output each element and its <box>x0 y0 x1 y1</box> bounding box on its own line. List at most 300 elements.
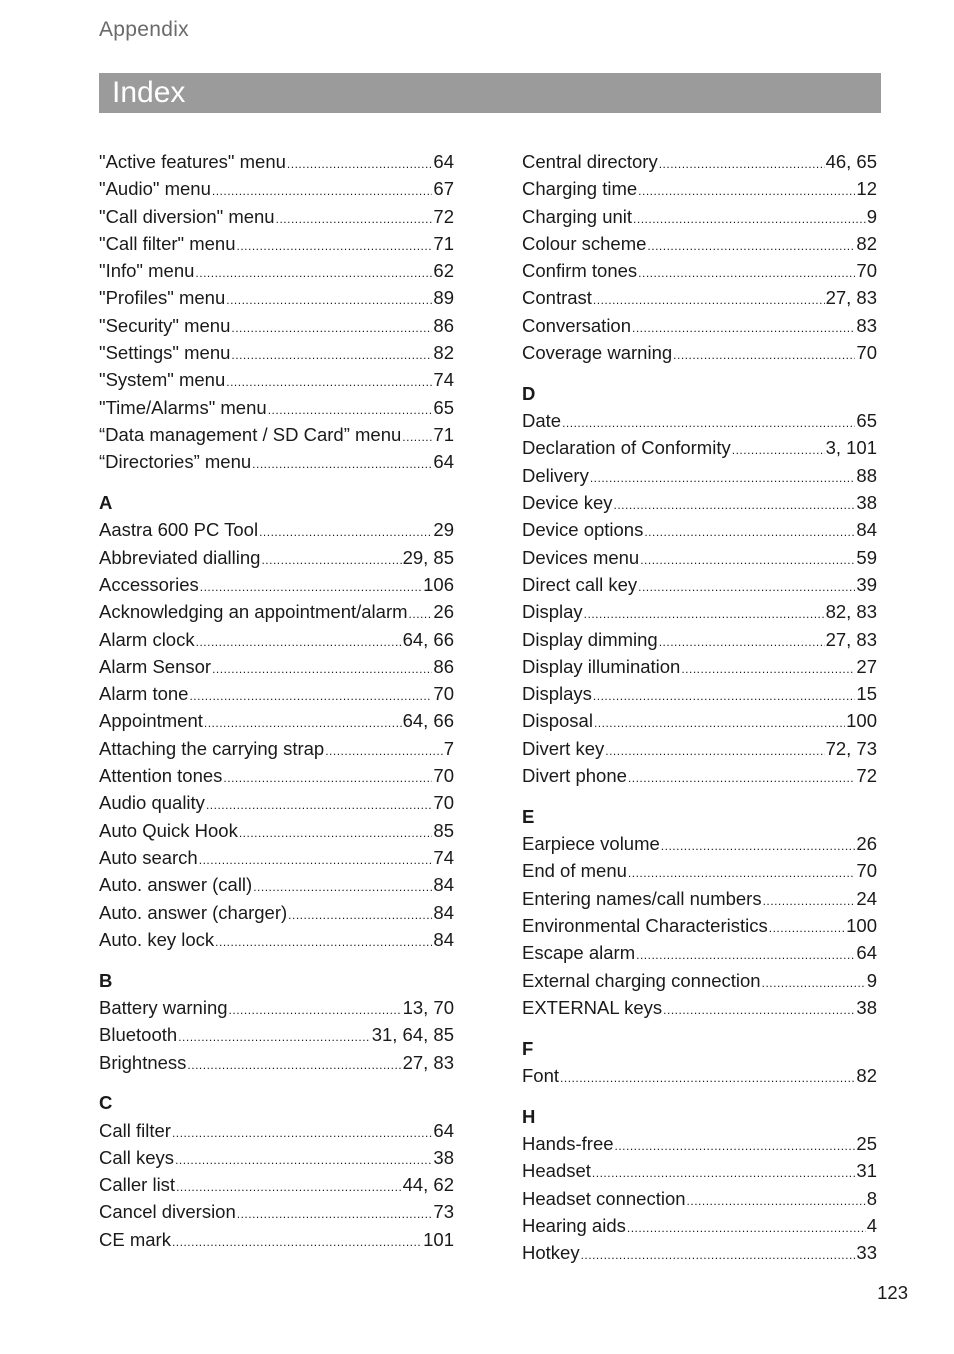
index-entry <box>99 762 454 789</box>
index-pages: 100 <box>846 915 877 937</box>
index-term: Abbreviated dialling <box>99 546 261 568</box>
index-term: Device options <box>522 519 644 541</box>
index-term: Auto Quick Hook <box>99 819 238 841</box>
index-pages: 59 <box>856 546 877 568</box>
dot-leader <box>647 230 855 260</box>
index-pages: 39 <box>856 573 877 595</box>
dot-leader <box>287 148 433 178</box>
index-pages: 31, 64, 85 <box>371 1024 454 1046</box>
index-term: Colour scheme <box>522 232 647 254</box>
dot-leader <box>627 1212 866 1242</box>
dot-leader <box>632 312 855 342</box>
index-term: Headset <box>522 1160 591 1182</box>
index-entry <box>522 680 877 707</box>
dot-leader <box>613 489 855 519</box>
dot-leader <box>640 544 855 574</box>
index-entry <box>99 284 454 311</box>
index-entry <box>99 817 454 844</box>
dot-leader <box>231 312 432 342</box>
index-term: Font <box>522 1065 560 1086</box>
index-pages: 25 <box>856 1133 877 1155</box>
index-pages: 24 <box>856 887 877 909</box>
index-term: "Call diversion" menu <box>99 205 275 227</box>
index-entry <box>99 653 454 680</box>
dot-leader <box>638 257 855 287</box>
dot-leader <box>763 885 856 915</box>
index-group <box>99 1089 454 1253</box>
dot-leader <box>223 762 432 792</box>
index-term: “Data management / SD Card” menu <box>99 423 402 445</box>
index-entry <box>99 312 454 339</box>
dot-leader <box>560 1062 855 1092</box>
index-pages: 27, 83 <box>825 628 877 650</box>
dot-leader <box>644 516 855 546</box>
index-entry <box>522 598 877 625</box>
index-pages: 70 <box>433 792 454 814</box>
index-entry <box>99 626 454 653</box>
index-term: Direct call key <box>522 573 638 595</box>
index-term: Brightness <box>99 1051 187 1073</box>
index-pages: 101 <box>423 1228 454 1250</box>
index-term: Call filter <box>99 1119 171 1141</box>
index-entry <box>522 994 877 1021</box>
index-entry <box>522 1212 877 1239</box>
index-entry <box>99 707 454 734</box>
index-entry <box>99 366 454 393</box>
index-pages: 70 <box>856 342 877 364</box>
index-term: Earpiece volume <box>522 833 660 855</box>
index-entry <box>99 421 454 448</box>
index-entry <box>99 571 454 598</box>
index-entry <box>522 762 877 789</box>
index-entry <box>522 312 877 339</box>
index-term: Alarm tone <box>99 683 189 705</box>
dot-leader <box>259 516 432 546</box>
index-pages: 86 <box>433 655 454 677</box>
index-entry <box>522 653 877 680</box>
index-letter-heading: B <box>99 969 113 991</box>
dot-leader <box>231 339 432 369</box>
dot-leader <box>187 1049 401 1079</box>
index-term: Auto. key lock <box>99 928 215 950</box>
index-entry <box>522 462 877 489</box>
dot-leader <box>732 434 825 464</box>
index-entry <box>522 516 877 543</box>
dot-leader <box>584 598 825 628</box>
index-pages: 84 <box>433 874 454 896</box>
index-pages: 73 <box>433 1201 454 1223</box>
index-term: Caller list <box>99 1174 176 1196</box>
dot-leader <box>633 203 866 233</box>
index-term: Divert phone <box>522 765 627 787</box>
index-term: "Time/Alarms" menu <box>99 396 267 418</box>
dot-leader <box>252 448 432 478</box>
index-entry <box>522 571 877 598</box>
dot-leader <box>593 284 825 314</box>
index-term: Delivery <box>522 464 589 486</box>
index-letter-heading: A <box>99 492 113 514</box>
index-pages: 64, 66 <box>402 628 454 650</box>
index-term: External charging connection <box>522 969 761 991</box>
index-term: Charging unit <box>522 205 633 227</box>
index-pages: 106 <box>423 573 454 595</box>
index-pages: 70 <box>856 860 877 882</box>
index-entry <box>99 994 454 1021</box>
index-letter-heading: F <box>522 1037 534 1059</box>
index-pages: 64, 66 <box>402 710 454 732</box>
index-pages: 12 <box>856 178 877 200</box>
index-pages: 89 <box>433 287 454 309</box>
index-column-left <box>99 148 454 1253</box>
index-pages: 9 <box>866 205 877 227</box>
index-pages: 70 <box>856 260 877 282</box>
index-entry <box>522 707 877 734</box>
index-entry <box>522 1062 877 1089</box>
index-entry <box>99 544 454 571</box>
dot-leader <box>687 1185 866 1215</box>
index-entry <box>99 1049 454 1076</box>
index-term: "Profiles" menu <box>99 287 226 309</box>
index-term: "Settings" menu <box>99 342 231 364</box>
index-pages: 3, 101 <box>825 437 877 459</box>
dot-leader <box>325 735 443 765</box>
index-entry <box>99 926 454 953</box>
index-term: Accessories <box>99 573 199 595</box>
dot-leader <box>638 571 855 601</box>
index-pages: 29 <box>433 519 454 541</box>
index-entry <box>522 830 877 857</box>
dot-leader <box>659 626 825 656</box>
index-entry <box>522 1239 877 1266</box>
index-term: Headset connection <box>522 1187 686 1209</box>
index-entry <box>99 339 454 366</box>
index-term: Contrast <box>522 287 592 309</box>
index-pages: 27, 83 <box>825 287 877 309</box>
index-entry <box>99 516 454 543</box>
index-term: "Info" menu <box>99 260 195 282</box>
dot-leader <box>638 175 855 205</box>
index-group <box>522 1035 877 1090</box>
section-label: Appendix <box>99 18 189 41</box>
index-entry <box>99 871 454 898</box>
dot-leader <box>237 1198 433 1228</box>
index-term: Date <box>522 410 562 432</box>
index-entry <box>99 789 454 816</box>
index-entry <box>522 284 877 311</box>
index-entry <box>99 448 454 475</box>
dot-leader <box>409 598 433 628</box>
dot-leader <box>261 544 401 574</box>
index-pages: 64 <box>856 942 877 964</box>
index-letter-heading: C <box>99 1092 113 1114</box>
index-term: CE mark <box>99 1228 171 1250</box>
index-pages: 62 <box>433 260 454 282</box>
index-entry <box>99 899 454 926</box>
dot-leader <box>204 707 402 737</box>
index-letter-heading: H <box>522 1105 536 1127</box>
index-term: Central directory <box>522 151 658 172</box>
index-entry <box>522 175 877 202</box>
index-term: End of menu <box>522 860 627 882</box>
index-entry <box>99 1021 454 1048</box>
dot-leader <box>594 707 845 737</box>
index-pages: 71 <box>433 232 454 254</box>
title-bar <box>99 73 881 113</box>
dot-leader <box>200 571 422 601</box>
dot-leader <box>199 844 433 874</box>
index-term: Auto. answer (charger) <box>99 901 288 923</box>
index-entry <box>522 912 877 939</box>
dot-leader <box>681 653 855 683</box>
index-entry <box>99 844 454 871</box>
index-pages: 70 <box>433 765 454 787</box>
dot-leader <box>172 1117 432 1147</box>
dot-leader <box>581 1239 856 1269</box>
index-entry <box>522 148 877 175</box>
index-pages: 64 <box>433 451 454 473</box>
index-group <box>522 380 877 789</box>
dot-leader <box>189 680 432 710</box>
index-term: Hotkey <box>522 1242 580 1264</box>
index-entry <box>522 857 877 884</box>
index-entry <box>99 680 454 707</box>
index-term: Entering names/call numbers <box>522 887 762 909</box>
index-term: "Security" menu <box>99 314 231 336</box>
index-term: Escape alarm <box>522 942 636 964</box>
index-pages: 29, 85 <box>402 546 454 568</box>
dot-leader <box>215 926 432 956</box>
dot-leader <box>226 366 432 396</box>
dot-leader <box>229 994 402 1024</box>
index-pages: 38 <box>856 996 877 1018</box>
index-letter-heading: E <box>522 805 535 827</box>
dot-leader <box>239 817 433 847</box>
index-entry <box>522 339 877 366</box>
index-term: Coverage warning <box>522 342 673 364</box>
index-term: “Directories” menu <box>99 451 252 473</box>
index-term: Call keys <box>99 1146 175 1168</box>
index-pages: 82 <box>856 1065 877 1086</box>
index-pages: 8 <box>866 1187 877 1209</box>
index-entry <box>99 175 454 202</box>
index-pages: 38 <box>856 492 877 514</box>
index-entry <box>522 1130 877 1157</box>
index-entry <box>99 203 454 230</box>
index-pages: 84 <box>433 901 454 923</box>
index-term: Hearing aids <box>522 1214 626 1236</box>
index-pages: 82 <box>433 342 454 364</box>
index-term: Aastra 600 PC Tool <box>99 519 259 541</box>
dot-leader <box>253 871 432 901</box>
index-term: Device key <box>522 492 613 514</box>
index-pages: 84 <box>433 928 454 950</box>
index-pages: 88 <box>856 464 877 486</box>
index-term: Display dimming <box>522 628 658 650</box>
index-term: Environmental Characteristics <box>522 915 768 937</box>
index-term: "Active features" menu <box>99 151 286 172</box>
dot-leader <box>663 994 855 1024</box>
index-pages: 100 <box>846 710 877 732</box>
index-pages: 31 <box>856 1160 877 1182</box>
index-pages: 46, 65 <box>825 151 877 172</box>
index-letter-heading: D <box>522 382 536 404</box>
index-column-right <box>522 148 877 1267</box>
index-term: Bluetooth <box>99 1024 178 1046</box>
index-entry <box>522 257 877 284</box>
index-term: Auto search <box>99 846 198 868</box>
index-pages: 65 <box>856 410 877 432</box>
page-number: 123 <box>877 1282 908 1303</box>
index-term: Charging time <box>522 178 638 200</box>
index-term: Alarm clock <box>99 628 195 650</box>
dot-leader <box>562 407 855 437</box>
dot-leader <box>196 626 402 656</box>
index-entry <box>522 544 877 571</box>
dot-leader <box>402 421 432 451</box>
dot-leader <box>769 912 845 942</box>
dot-leader <box>628 857 856 887</box>
index-entry <box>522 407 877 434</box>
dot-leader <box>628 762 856 792</box>
dot-leader <box>195 257 432 287</box>
index-entry <box>99 394 454 421</box>
index-pages: 84 <box>856 519 877 541</box>
index-entry <box>522 489 877 516</box>
dot-leader <box>673 339 855 369</box>
dot-leader <box>288 899 432 929</box>
index-term: Devices menu <box>522 546 640 568</box>
index-pages: 7 <box>443 737 454 759</box>
index-term: Acknowledging an appointment/alarm <box>99 601 408 623</box>
index-term: Cancel diversion <box>99 1201 236 1223</box>
index-pages: 26 <box>433 601 454 623</box>
index-term: Divert key <box>522 737 605 759</box>
index-pages: 74 <box>433 846 454 868</box>
index-entry <box>522 1185 877 1212</box>
index-entry <box>522 1157 877 1184</box>
dot-leader <box>212 175 433 205</box>
index-entry <box>522 626 877 653</box>
index-pages: 72, 73 <box>825 737 877 759</box>
dot-leader <box>172 1226 422 1256</box>
index-entry <box>99 735 454 762</box>
index-entry <box>99 1198 454 1225</box>
index-entry <box>99 598 454 625</box>
dot-leader <box>593 680 856 710</box>
index-pages: 4 <box>866 1214 877 1236</box>
index-term: Conversation <box>522 314 632 336</box>
index-term: Attaching the carrying strap <box>99 737 325 759</box>
index-entry <box>99 257 454 284</box>
index-pages: 86 <box>433 314 454 336</box>
index-term: "System" menu <box>99 369 226 391</box>
index-pages: 71 <box>433 423 454 445</box>
index-term: "Audio" menu <box>99 178 211 200</box>
index-entry <box>99 1226 454 1253</box>
index-term: Display <box>522 601 583 623</box>
index-pages: 13, 70 <box>402 996 454 1018</box>
index-pages: 44, 62 <box>402 1174 454 1196</box>
index-entry <box>522 230 877 257</box>
index-term: Battery warning <box>99 996 228 1018</box>
index-pages: 27, 83 <box>402 1051 454 1073</box>
index-term: "Call filter" menu <box>99 232 236 254</box>
dot-leader <box>276 203 433 233</box>
index-term: Hands-free <box>522 1133 614 1155</box>
index-term: Appointment <box>99 710 203 732</box>
index-pages: 9 <box>866 969 877 991</box>
index-group <box>522 803 877 1021</box>
page-title: Index <box>112 76 186 109</box>
index-entry <box>522 735 877 762</box>
index-term: Declaration of Conformity <box>522 437 731 459</box>
index-pages: 27 <box>856 655 877 677</box>
index-entry <box>522 939 877 966</box>
index-pages: 72 <box>433 205 454 227</box>
index-pages: 83 <box>856 314 877 336</box>
index-pages: 33 <box>856 1242 877 1264</box>
dot-leader <box>615 1130 856 1160</box>
index-group <box>522 148 877 366</box>
index-pages: 74 <box>433 369 454 391</box>
index-term: Audio quality <box>99 792 205 814</box>
index-entry <box>99 230 454 257</box>
dot-leader <box>178 1021 371 1051</box>
index-entry <box>99 1117 454 1144</box>
index-term: Displays <box>522 683 592 705</box>
dot-leader <box>762 967 866 997</box>
index-pages: 85 <box>433 819 454 841</box>
index-entry <box>522 203 877 230</box>
index-entry <box>99 1171 454 1198</box>
dot-leader <box>590 462 856 492</box>
index-entry <box>522 885 877 912</box>
index-entry <box>99 1144 454 1171</box>
index-entry <box>99 148 454 175</box>
dot-leader <box>237 230 433 260</box>
dot-leader <box>592 1157 856 1187</box>
index-group <box>522 1103 877 1267</box>
dot-leader <box>176 1171 401 1201</box>
index-pages: 82 <box>856 232 877 254</box>
index-term: Attention tones <box>99 765 223 787</box>
index-pages: 67 <box>433 178 454 200</box>
index-term: Alarm Sensor <box>99 655 212 677</box>
dot-leader <box>659 148 825 178</box>
dot-leader <box>636 939 855 969</box>
index-group <box>99 148 454 476</box>
dot-leader <box>661 830 856 860</box>
index-group <box>99 967 454 1076</box>
dot-leader <box>605 735 824 765</box>
index-pages: 70 <box>433 683 454 705</box>
index-pages: 38 <box>433 1146 454 1168</box>
index-term: Confirm tones <box>522 260 638 282</box>
dot-leader <box>212 653 432 683</box>
dot-leader <box>226 284 432 314</box>
index-entry <box>522 967 877 994</box>
index-pages: 64 <box>433 151 454 172</box>
index-pages: 26 <box>856 833 877 855</box>
dot-leader <box>268 394 433 424</box>
index-group <box>99 489 454 953</box>
dot-leader <box>175 1144 432 1174</box>
index-term: Auto. answer (call) <box>99 874 253 896</box>
index-pages: 64 <box>433 1119 454 1141</box>
index-entry <box>522 434 877 461</box>
index-term: EXTERNAL keys <box>522 996 663 1018</box>
index-term: Disposal <box>522 710 593 732</box>
